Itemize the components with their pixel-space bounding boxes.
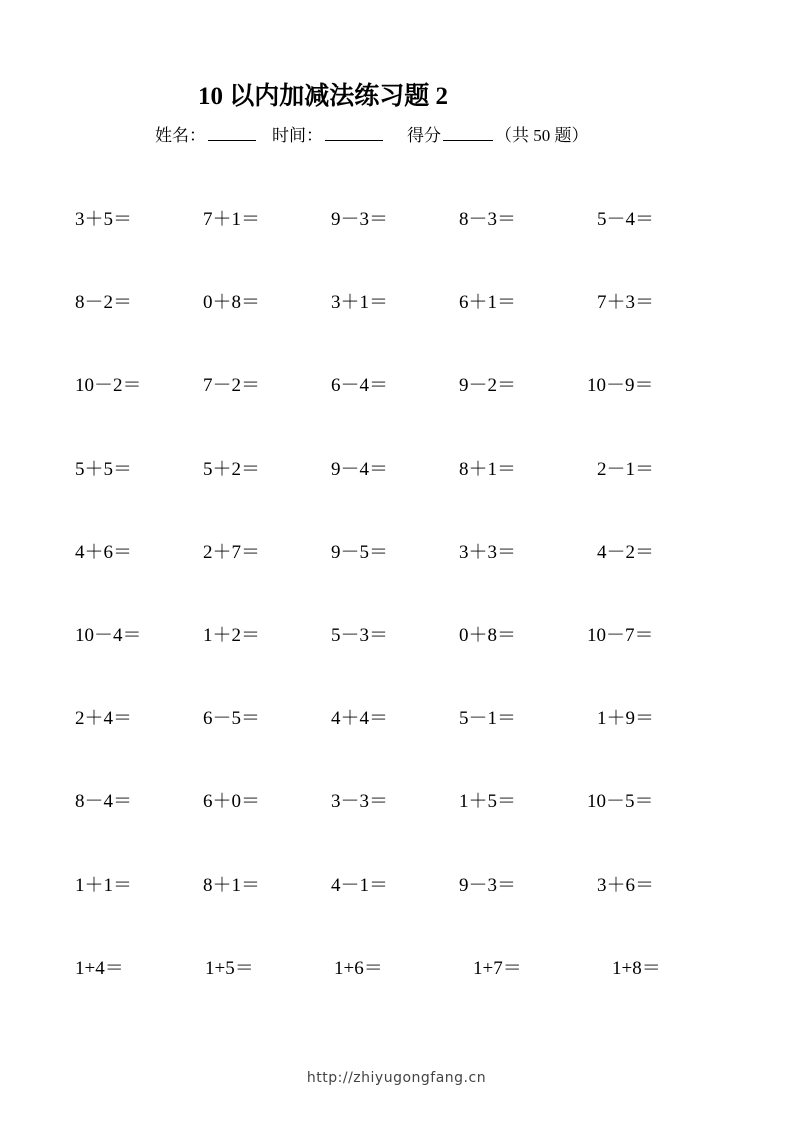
problem-r5-c1: 4＋6＝ (75, 541, 133, 563)
problem-r1-c5: 5－4＝ (597, 209, 655, 230)
problem-r8-c1: 8－4＝ (75, 791, 133, 813)
problem-r8-c4: 1＋5＝ (459, 791, 517, 813)
problem-r3-c5: 10－9＝ (587, 375, 654, 397)
problem-r5-c3: 9－5＝ (331, 541, 389, 563)
problem-r2-c2: 0＋8＝ (203, 292, 261, 314)
problem-r8-c3: 3－3＝ (331, 791, 389, 813)
score-label: 得分 (407, 126, 441, 145)
problem-r2-c3: 3＋1＝ (331, 292, 389, 314)
problem-r4-c4: 8＋1＝ (459, 458, 517, 480)
problem-r6-c5: 10－7＝ (587, 625, 654, 646)
problem-r5-c4: 3＋3＝ (459, 541, 517, 563)
problem-r6-c2: 1＋2＝ (203, 625, 261, 646)
time-label: 时间： (272, 126, 323, 145)
problem-r5-c2: 2＋7＝ (203, 541, 261, 563)
problem-r9-c4: 9－3＝ (459, 874, 517, 896)
problem-r2-c4: 6＋1＝ (459, 292, 517, 314)
problem-r6-c4: 0＋8＝ (459, 625, 517, 646)
problem-r3-c3: 6－4＝ (331, 375, 389, 397)
problem-r10-c5: 1+8＝ (612, 957, 661, 979)
problem-r10-c2: 1+5＝ (205, 957, 254, 979)
problem-r10-c3: 1+6＝ (334, 957, 383, 979)
problem-r9-c3: 4－1＝ (331, 874, 389, 896)
problem-r9-c2: 8＋1＝ (203, 874, 261, 896)
problem-r1-c3: 9－3＝ (331, 209, 389, 230)
problem-r3-c2: 7－2＝ (203, 375, 261, 397)
problem-r1-c2: 7＋1＝ (203, 209, 261, 230)
problem-r5-c5: 4－2＝ (597, 541, 655, 563)
problem-r8-c2: 6＋0＝ (203, 791, 261, 813)
problem-r10-c4: 1+7＝ (473, 957, 522, 979)
footer-url: http://zhiyugongfang.cn (306, 1070, 487, 1086)
problem-r9-c1: 1＋1＝ (75, 874, 133, 896)
problem-r7-c4: 5－1＝ (459, 708, 517, 730)
problem-r7-c5: 1＋9＝ (597, 708, 655, 730)
problem-r10-c1: 1+4＝ (75, 957, 124, 979)
problem-r4-c1: 5＋5＝ (75, 458, 133, 480)
problem-r1-c1: 3＋5＝ (75, 209, 133, 230)
problem-r2-c5: 7＋3＝ (597, 292, 655, 314)
problem-r6-c3: 5－3＝ (331, 625, 389, 646)
problem-r4-c3: 9－4＝ (331, 458, 389, 480)
problem-r9-c5: 3＋6＝ (597, 874, 655, 896)
worksheet-title: 10 以内加减法练习题 2 (198, 83, 449, 110)
problem-r4-c2: 5＋2＝ (203, 458, 261, 480)
problem-r7-c2: 6－5＝ (203, 708, 261, 730)
total-note: （共 50 题） (495, 126, 589, 145)
problem-r7-c3: 4＋4＝ (331, 708, 389, 730)
problem-r4-c5: 2－1＝ (597, 458, 655, 480)
problem-r2-c1: 8－2＝ (75, 292, 133, 314)
problem-r3-c1: 10－2＝ (75, 375, 142, 397)
problem-r8-c5: 10－5＝ (587, 791, 654, 813)
problem-r1-c4: 8－3＝ (459, 209, 517, 230)
problem-r7-c1: 2＋4＝ (75, 708, 133, 730)
problem-r3-c4: 9－2＝ (459, 375, 517, 397)
name-label: 姓名： (155, 126, 206, 145)
problem-r6-c1: 10－4＝ (75, 625, 142, 646)
